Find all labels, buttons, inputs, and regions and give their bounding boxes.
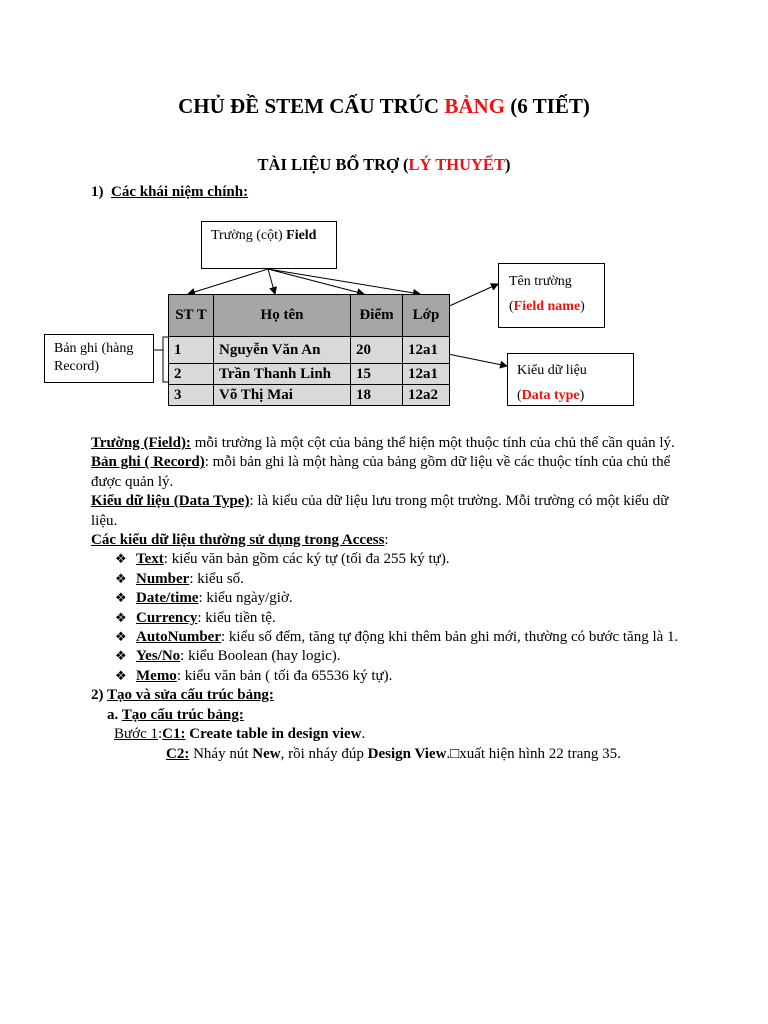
c2-t2: , rồi nháy đúp	[280, 745, 368, 762]
type-name: Currency	[136, 609, 198, 626]
field-callout-box	[201, 221, 337, 269]
sub-a-label: Tạo cấu trúc bảng:	[121, 706, 244, 723]
type-name: Yes/No	[136, 648, 181, 665]
types-heading-term: Các kiểu dữ liệu thường sử dụng trong Access	[91, 532, 385, 549]
datatype-callout-line2	[517, 383, 624, 408]
table-cell: 20	[351, 337, 403, 364]
type-desc: : kiểu tiền tệ.	[197, 609, 276, 626]
fieldname-close: )	[580, 299, 585, 314]
definition-datatype-term: Kiểu dữ liệu (Data Type)	[91, 493, 250, 510]
diamond-bullet-icon: ❖	[115, 571, 127, 587]
list-item	[115, 570, 681, 589]
c2-b2: Design View	[367, 745, 447, 762]
table-cell: 3	[169, 385, 214, 406]
list-item	[115, 647, 681, 666]
table-row	[169, 337, 450, 364]
diamond-bullet-icon: ❖	[115, 649, 127, 665]
table-cell: 15	[351, 364, 403, 385]
step1-sep: :	[157, 726, 163, 743]
record-brace	[154, 337, 168, 382]
section2-number: 2)	[91, 687, 104, 704]
c2-b1: New	[252, 745, 281, 762]
list-item	[115, 667, 681, 686]
type-desc: : kiểu văn bản ( tối đa 65536 ký tự).	[176, 667, 393, 684]
sample-table	[168, 294, 450, 406]
table-header-cell: Điểm	[351, 295, 403, 337]
types-heading	[91, 531, 681, 550]
arrow-to-stt	[188, 269, 268, 294]
table-cell: 18	[351, 385, 403, 406]
table-header-cell: ST T	[169, 295, 214, 337]
c2-t1: Nháy nút	[189, 745, 253, 762]
definition-datatype	[91, 492, 681, 531]
body-text	[91, 434, 681, 764]
section2-heading	[91, 686, 681, 705]
title-part2: (6 TIẾT)	[505, 94, 590, 118]
fieldname-callout-line1: Tên trường	[509, 274, 572, 289]
list-item	[115, 609, 681, 628]
fieldname-callout-box	[498, 263, 605, 328]
fieldname-callout-line2	[509, 294, 594, 319]
type-name: AutoNumber	[136, 629, 221, 646]
c1-text: Create table in design view	[185, 726, 362, 743]
title-part1: CHỦ ĐỀ STEM CẤU TRÚC	[178, 94, 445, 118]
diamond-bullet-icon: ❖	[115, 552, 127, 568]
missing-glyph-icon: □	[450, 745, 460, 762]
diamond-bullet-icon: ❖	[115, 610, 127, 626]
page-title	[0, 94, 768, 119]
page-subtitle	[0, 155, 768, 175]
arrow-to-lop	[268, 269, 420, 294]
table-row	[169, 385, 450, 406]
c1-label: C1:	[162, 726, 186, 743]
step1-line	[91, 725, 681, 744]
c2-t3: .	[446, 745, 451, 762]
list-item	[115, 550, 681, 569]
subtitle-part2: )	[504, 155, 511, 174]
subtitle-highlight: LÝ THUYẾT	[408, 155, 505, 174]
fieldname-callout-bold: Field name	[513, 299, 581, 314]
table-cell: 1	[169, 337, 214, 364]
definition-record-term: Bản ghi ( Record)	[91, 454, 205, 471]
definition-field-text: mỗi trường là một cột của bảng thể hiện một thuộc tính của chủ thể cần quản lý.	[190, 435, 675, 451]
datatype-callout-box	[507, 353, 634, 406]
title-highlight: BẢNG	[444, 94, 506, 118]
section2-label: Tạo và sửa cấu trúc bảng:	[106, 687, 274, 704]
step1-label: Bước 1	[114, 726, 158, 743]
table-cell: Trần Thanh Linh	[214, 364, 351, 385]
fieldname-open: (	[509, 299, 514, 314]
type-name: Number	[136, 570, 190, 587]
c2-line	[91, 745, 681, 764]
field-callout-bold: Field	[286, 228, 317, 243]
table-header-cell: Họ tên	[214, 295, 351, 337]
type-desc: : kiểu Boolean (hay logic).	[180, 648, 341, 665]
type-desc: : kiểu văn bản gồm các ký tự (tối đa 255 ký tự).	[163, 551, 450, 568]
definition-datatype-text: : là kiểu của dữ liệu lưu trong một trường. Mỗi trường có một kiểu dữ liệu.	[91, 493, 669, 529]
table-cell: 12a1	[403, 364, 450, 385]
section1-label: Các khái niệm chính:	[111, 184, 249, 200]
subtitle-part1: TÀI LIỆU BỔ TRỢ (	[257, 155, 409, 174]
section1-number: 1)	[91, 184, 104, 200]
diamond-bullet-icon: ❖	[115, 668, 127, 684]
list-item	[115, 628, 681, 647]
table-cell: 2	[169, 364, 214, 385]
record-callout-box	[44, 334, 154, 383]
arrow-to-diem	[268, 269, 364, 294]
field-callout-text: Trường (cột)	[211, 228, 287, 243]
record-callout-text: Bản ghi (hàng Record)	[54, 341, 134, 374]
list-item	[115, 589, 681, 608]
table-cell: Võ Thị Mai	[214, 385, 351, 406]
definition-record	[91, 453, 681, 492]
table-cell: 12a2	[403, 385, 450, 406]
datatype-close: )	[579, 388, 585, 403]
definition-record-text: : mỗi bản ghi là một hàng của bảng gồm dữ liệu về các thuộc tính của chủ thể được quản lý.	[91, 454, 671, 490]
table-cell: Nguyễn Văn An	[214, 337, 351, 364]
type-name: Memo	[136, 667, 177, 684]
table-row	[169, 364, 450, 385]
types-heading-text: :	[384, 532, 389, 549]
type-name: Text	[136, 551, 164, 568]
c2-label: C2:	[166, 745, 190, 762]
section1-heading	[91, 184, 248, 201]
type-desc: : kiểu ngày/giờ.	[198, 590, 293, 607]
diamond-bullet-icon: ❖	[115, 630, 127, 646]
section2-sub-a	[91, 706, 681, 725]
data-types-list	[91, 550, 681, 686]
c2-t4: xuất hiện hình 22 trang 35.	[459, 745, 621, 762]
definition-field	[91, 434, 681, 453]
table-cell: 12a1	[403, 337, 450, 364]
type-name: Date/time	[136, 590, 199, 607]
sub-a-marker: a.	[107, 706, 119, 723]
type-desc: : kiểu số.	[189, 570, 244, 587]
diamond-bullet-icon: ❖	[115, 591, 127, 607]
datatype-open: (	[517, 388, 522, 403]
definition-field-term: Trường (Field):	[91, 435, 191, 451]
table-header-cell: Lớp	[403, 295, 450, 337]
type-desc: : kiểu số đếm, tăng tự động khi thêm bản ghi mới, thường có bước tăng là 1.	[221, 629, 679, 646]
c1-end: .	[361, 726, 366, 743]
datatype-callout-line1: Kiểu dữ liệu	[517, 363, 587, 378]
table-header-row	[169, 295, 450, 337]
arrow-to-hoten	[268, 269, 275, 294]
datatype-callout-bold: Data type	[521, 388, 580, 403]
